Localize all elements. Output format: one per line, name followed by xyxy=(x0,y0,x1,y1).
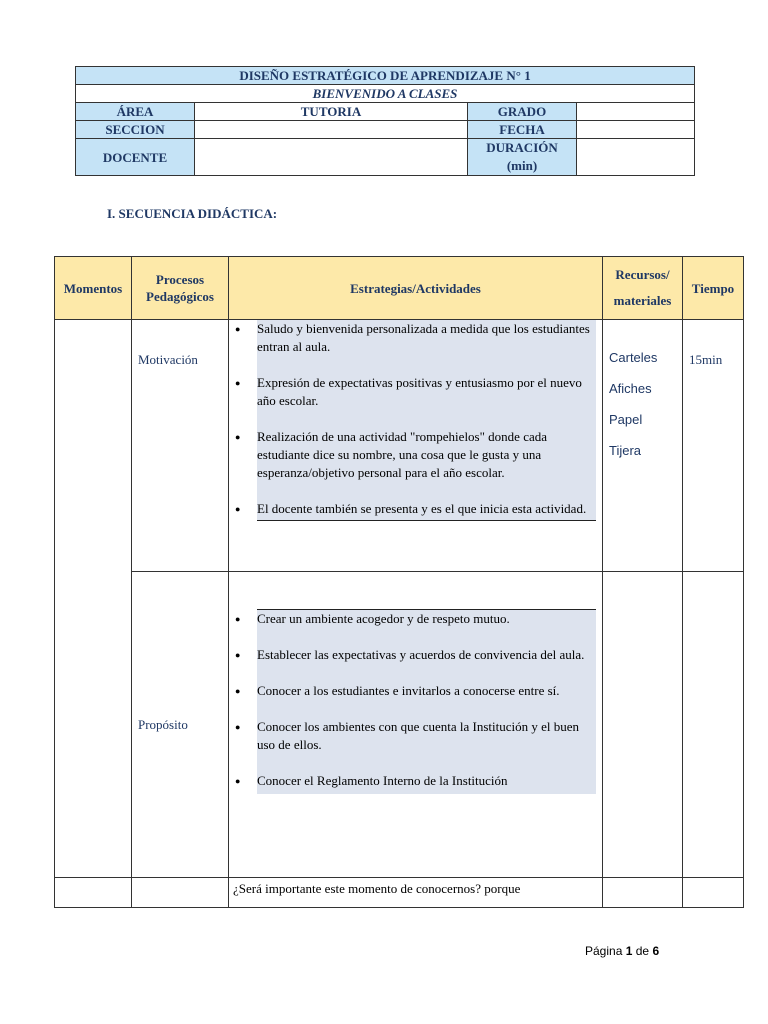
col-recursos xyxy=(603,257,683,320)
recurso-tijera: Tijera xyxy=(609,443,642,458)
col-recursos-line1: Recursos/ xyxy=(615,267,670,282)
bullet-icon: ● xyxy=(235,650,241,660)
list-item-text: Crear un ambiente acogedor y de respeto mutuo. xyxy=(257,611,510,626)
col-procesos-line1: Procesos xyxy=(155,272,205,287)
estrategias-proposito-cell xyxy=(229,572,603,878)
page-prefix: Página xyxy=(585,944,623,958)
duracion-unit: (min) xyxy=(506,158,538,173)
page-sep: de xyxy=(635,944,650,958)
col-tiempo: Tiempo xyxy=(683,257,744,320)
col-procesos xyxy=(132,257,229,320)
recursos-pregunta-cell xyxy=(603,878,683,908)
list-item xyxy=(235,500,594,518)
list-item-text: Realización de una actividad "rompehielos" donde cada estudiante dice su nombre, una cosa que le gusta y una esperanza/objetivo personal para el año escolar. xyxy=(257,429,547,480)
area-label: ÁREA xyxy=(76,103,195,121)
bullet-icon: ● xyxy=(235,614,241,624)
list-item xyxy=(235,610,594,628)
bullet-icon: ● xyxy=(235,686,241,696)
col-recursos-line2: materiales xyxy=(613,293,672,308)
col-estrategias: Estrategias/Actividades xyxy=(229,257,603,320)
table-row-pregunta xyxy=(55,878,744,908)
seccion-value xyxy=(195,121,468,139)
list-item-text: Conocer a los estudiantes e invitarlos a conocerse entre sí. xyxy=(257,683,560,698)
page-current: 1 xyxy=(625,944,633,958)
momentos-pregunta-cell xyxy=(55,878,132,908)
page-total: 6 xyxy=(652,944,660,958)
duracion-label xyxy=(468,139,577,176)
list-item xyxy=(235,374,594,410)
area-value: TUTORIA xyxy=(195,103,468,121)
proceso-proposito-cell xyxy=(132,572,229,878)
bullet-icon: ● xyxy=(235,378,241,388)
proceso-pregunta-cell xyxy=(132,878,229,908)
fecha-label: FECHA xyxy=(468,121,577,139)
list-item-text: Conocer el Reglamento Interno de la Institución xyxy=(257,773,508,788)
list-item xyxy=(235,646,594,664)
proceso-motivacion: Motivación xyxy=(138,352,198,367)
secuencia-table xyxy=(54,256,744,908)
motivacion-activity-list xyxy=(235,320,594,518)
docente-label: DOCENTE xyxy=(76,139,195,176)
duracion-label-text: DURACIÓN xyxy=(486,140,558,155)
momentos-cell xyxy=(55,320,132,878)
tiempo-motivacion: 15min xyxy=(689,352,723,367)
bullet-icon: ● xyxy=(235,504,241,514)
recurso-afiches: Afiches xyxy=(609,381,652,396)
estrategias-motivacion-cell xyxy=(229,320,603,572)
table-row-proposito xyxy=(55,572,744,878)
list-item xyxy=(235,682,594,700)
col-momentos: Momentos xyxy=(55,257,132,320)
document-title: DISEÑO ESTRATÉGICO DE APRENDIZAJE N° 1 xyxy=(76,67,695,85)
recurso-carteles: Carteles xyxy=(609,350,658,365)
bullet-icon: ● xyxy=(235,722,241,732)
list-item-text: Conocer los ambientes con que cuenta la Institución y el buen uso de ellos. xyxy=(257,719,580,752)
list-item xyxy=(235,772,594,794)
list-item-text: El docente también se presenta y es el que inicia esta actividad. xyxy=(257,501,587,516)
docente-value xyxy=(195,139,468,176)
col-procesos-line2: Pedagógicos xyxy=(146,289,214,304)
list-item-text: Saludo y bienvenida personalizada a medida que los estudiantes entran al aula. xyxy=(257,321,590,354)
grado-value xyxy=(577,103,695,121)
seccion-label: SECCION xyxy=(76,121,195,139)
tiempo-proposito-cell xyxy=(683,572,744,878)
proposito-activity-box xyxy=(235,609,596,794)
bullet-icon: ● xyxy=(235,432,241,442)
list-item xyxy=(235,320,594,356)
proceso-motivacion-cell xyxy=(132,320,229,572)
motivacion-activity-box xyxy=(235,320,596,521)
grado-label: GRADO xyxy=(468,103,577,121)
pregunta-text: ¿Será importante este momento de conocernos? porque xyxy=(229,878,603,908)
proposito-activity-list xyxy=(235,610,594,794)
fecha-value xyxy=(577,121,695,139)
bullet-icon: ● xyxy=(235,776,241,786)
recursos-proposito-cell xyxy=(603,572,683,878)
list-item-text: Establecer las expectativas y acuerdos de convivencia del aula. xyxy=(257,647,585,662)
table-row-motivacion xyxy=(55,320,744,572)
recursos-motivacion-cell xyxy=(603,320,683,572)
header-table xyxy=(75,66,695,176)
bullet-icon: ● xyxy=(235,324,241,334)
list-item xyxy=(235,718,594,754)
recurso-papel: Papel xyxy=(609,412,643,427)
section-title: I. SECUENCIA DIDÁCTICA: xyxy=(107,206,278,221)
list-item-text: Expresión de expectativas positivas y entusiasmo por el nuevo año escolar. xyxy=(257,375,582,408)
page-number xyxy=(585,944,659,958)
tiempo-pregunta-cell xyxy=(683,878,744,908)
list-item xyxy=(235,428,594,482)
document-subtitle: BIENVENIDO A CLASES xyxy=(76,85,695,103)
proceso-proposito: Propósito xyxy=(138,716,188,732)
tiempo-motivacion-cell xyxy=(683,320,744,572)
duracion-value xyxy=(577,139,695,176)
